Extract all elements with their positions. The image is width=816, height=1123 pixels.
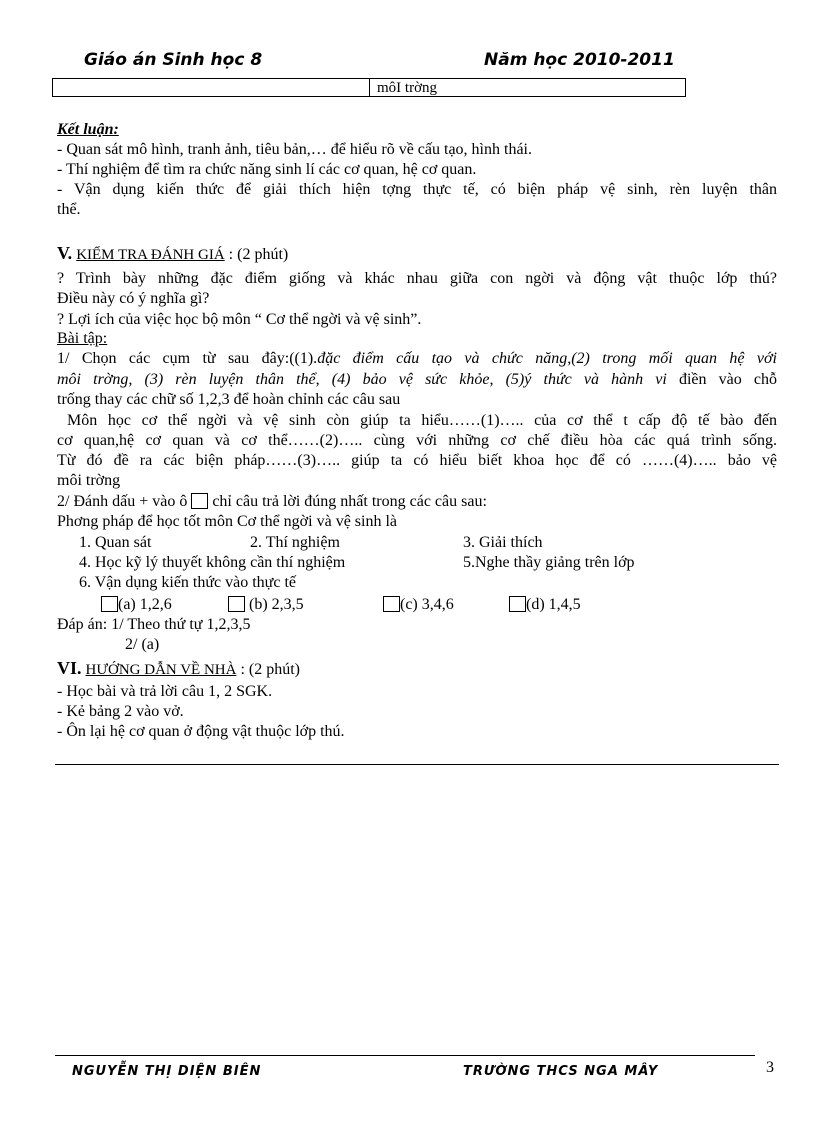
checkbox-d[interactable] (509, 596, 526, 612)
choice-b[interactable] (228, 596, 304, 614)
table-row (52, 78, 686, 97)
conclusion-line-2: - Thí nghiệm để tìm ra chức năng sinh lí các cơ quan, hệ cơ quan. (57, 161, 477, 178)
paragraph-line-4: môi trờng (57, 472, 121, 489)
exercise-2-suffix: chỉ câu trả lời đúng nhất trong các câu sau: (208, 493, 487, 510)
paragraph-line-1: Môn học cơ thể ngời và vệ sinh còn giúp ta hiểu……(1)….. của cơ thể t cấp độ tế bào đến (67, 412, 777, 429)
conclusion-line-3: - Vận dụng kiến thức để giải thích hiện tợng thực tế, có biện pháp vệ sinh, rèn luyện thân (57, 181, 777, 198)
section-6-number: VI. (57, 658, 82, 678)
table-divider (369, 79, 370, 96)
exercise-1-italic-2: môi trờng, (3) rèn luyện thân thể, (4) bảo vệ sức khỏe, (5)ý thức và hành vi (57, 371, 667, 388)
section-6-time: : (2 phút) (240, 661, 300, 678)
checkbox-sample (191, 493, 208, 509)
table-cell: môI trờng (377, 80, 438, 96)
section-5-heading (57, 243, 288, 264)
section-5-number: V. (57, 243, 73, 263)
exercise-1-prefix: 1/ Chọn các cụm từ sau đây:((1). (57, 350, 318, 367)
exercise-2-stem: Phơng pháp để học tốt môn Cơ thể ngời và vệ sinh là (57, 513, 398, 530)
checkbox-b[interactable] (228, 596, 245, 612)
option-5: 5.Nghe thầy giảng trên lớp (463, 554, 635, 571)
exercise-2-instruction (57, 493, 487, 511)
conclusion-line-1: - Quan sát mô hình, tranh ảnh, tiêu bản,… để hiểu rõ về cấu tạo, hình thái. (57, 141, 532, 158)
choice-d[interactable] (509, 596, 581, 614)
homework-line-1: - Học bài và trả lời câu 1, 2 SGK. (57, 683, 273, 700)
exercise-1-line-3: trống thay các chữ số 1,2,3 để hoàn chỉnh các câu sau (57, 391, 401, 408)
header-right: Năm học 2010-2011 (484, 50, 675, 70)
choice-c[interactable] (383, 596, 454, 614)
option-1: 1. Quan sát (79, 534, 152, 551)
paragraph-line-3: Từ đó đề ra các biện pháp……(3)….. giúp ta có hiểu biết khoa học để có ……(4)….. bảo vệ (57, 452, 777, 469)
exercise-1-italic-1: đặc điểm cấu tạo và chức năng,(2) trong mối quan hệ với (317, 350, 777, 367)
exercise-1-line-1 (57, 350, 777, 368)
footer-school: TRƯỜNG THCS NGA MÂY (463, 1064, 659, 1079)
option-4: 4. Học kỹ lý thuyết không cần thí nghiệm (79, 554, 346, 571)
exercise-title: Bài tập: (57, 330, 108, 347)
homework-line-2: - Kẻ bảng 2 vào vở. (57, 703, 184, 720)
header-left: Giáo án Sinh học 8 (84, 50, 263, 70)
footer-rule (55, 1055, 755, 1056)
paragraph-line-2: cơ quan,hệ cơ quan và cơ thể……(2)….. cùng với những cơ chế điều hòa các quá trình sống. (57, 432, 777, 449)
section-6-title: HƯỚNG DẪN VỀ NHÀ (85, 662, 237, 678)
section-6-heading (57, 658, 300, 679)
option-3: 3. Giải thích (463, 534, 543, 551)
answer-line-2: 2/ (a) (125, 636, 160, 653)
section-5-time: : (2 phút) (228, 246, 289, 263)
option-6: 6. Vận dụng kiến thức vào thực tế (79, 574, 296, 591)
exercise-1-line-2 (57, 371, 777, 389)
footer-author: NGUYỄN THỊ DIỆN BIÊN (72, 1064, 262, 1079)
exercise-2-prefix: 2/ Đánh dấu + vào ô (57, 493, 192, 510)
question-1-line-2: Điều này có ý nghĩa gì? (57, 290, 210, 307)
choice-d-label: (d) 1,4,5 (526, 596, 581, 613)
checkbox-c[interactable] (383, 596, 400, 612)
conclusion-title: Kết luận: (57, 121, 119, 138)
section-5-title: KIỂM TRA ĐÁNH GIÁ (76, 247, 225, 263)
section-divider (55, 764, 779, 765)
choice-b-label: (b) 2,3,5 (249, 596, 304, 613)
conclusion-line-4: thể. (57, 201, 81, 218)
answer-line-1: Đáp án: 1/ Theo thứ tự 1,2,3,5 (57, 616, 251, 633)
question-2: ? Lợi ích của việc học bộ môn “ Cơ thể ngời và vệ sinh”. (57, 311, 422, 328)
choice-a-label: (a) 1,2,6 (118, 596, 172, 613)
choice-c-label: (c) 3,4,6 (400, 596, 454, 613)
checkbox-a[interactable] (101, 596, 118, 612)
question-1-line-1: ? Trình bày những đặc điểm giống và khác nhau giữa con ngời và động vật thuộc lớp thú? (57, 270, 777, 287)
page-number: 3 (766, 1059, 774, 1076)
exercise-1-tail: điền vào chỗ (666, 371, 778, 388)
option-2: 2. Thí nghiệm (250, 534, 340, 551)
choice-a[interactable] (101, 596, 172, 614)
homework-line-3: - Ôn lại hệ cơ quan ở động vật thuộc lớp thú. (57, 723, 345, 740)
